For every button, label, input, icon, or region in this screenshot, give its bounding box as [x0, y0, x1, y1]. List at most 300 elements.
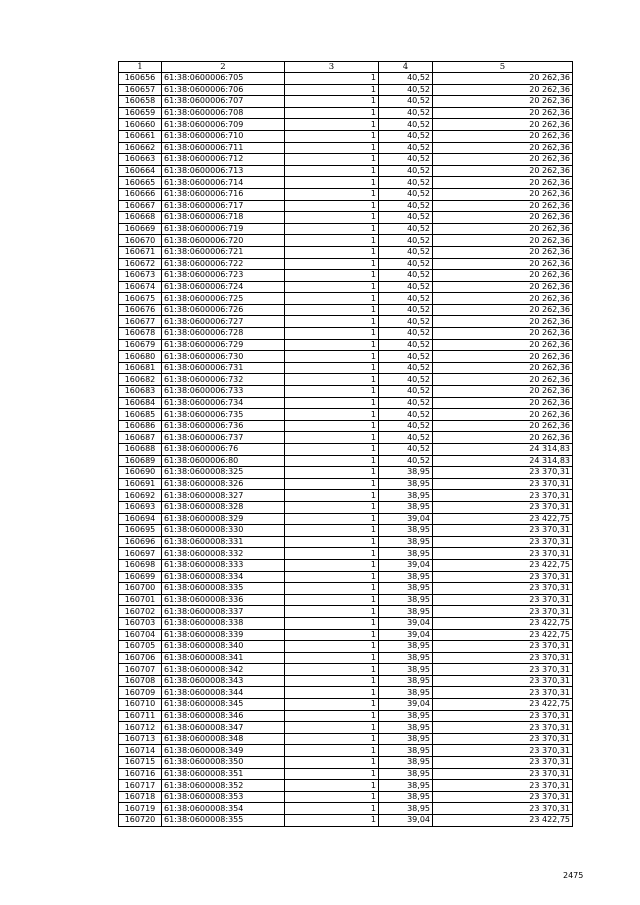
area-cell: 40,52: [379, 84, 433, 96]
area-cell: 40,52: [379, 107, 433, 119]
cadastral-number-cell: 61:38:0600006:76: [162, 444, 285, 456]
cadastral-number-cell: 61:38:0600006:734: [162, 397, 285, 409]
cadastral-number-cell: 61:38:0600006:717: [162, 200, 285, 212]
value-cell: 20 262,36: [433, 235, 573, 247]
cadastral-number-cell: 61:38:0600008:350: [162, 757, 285, 769]
count-cell: 1: [285, 84, 379, 96]
cadastral-number-cell: 61:38:0600006:713: [162, 165, 285, 177]
count-cell: 1: [285, 107, 379, 119]
row-number-cell: 160704: [119, 629, 162, 641]
cadastral-number-cell: 61:38:0600008:338: [162, 617, 285, 629]
area-cell: 38,95: [379, 710, 433, 722]
count-cell: 1: [285, 409, 379, 421]
count-cell: 1: [285, 316, 379, 328]
table-row: [119, 757, 573, 769]
cadastral-number-cell: 61:38:0600008:346: [162, 710, 285, 722]
table-row: [119, 165, 573, 177]
cadastral-number-cell: 61:38:0600008:327: [162, 490, 285, 502]
table-row: [119, 84, 573, 96]
count-cell: 1: [285, 397, 379, 409]
area-cell: 40,52: [379, 165, 433, 177]
table-row: [119, 617, 573, 629]
row-number-cell: 160694: [119, 513, 162, 525]
cadastral-number-cell: 61:38:0600006:710: [162, 130, 285, 142]
count-cell: 1: [285, 420, 379, 432]
value-cell: 20 262,36: [433, 374, 573, 386]
count-cell: 1: [285, 142, 379, 154]
value-cell: 23 422,75: [433, 513, 573, 525]
table-row: [119, 142, 573, 154]
value-cell: 20 262,36: [433, 409, 573, 421]
count-cell: 1: [285, 699, 379, 711]
table-row: [119, 304, 573, 316]
area-cell: 40,52: [379, 212, 433, 224]
count-cell: 1: [285, 664, 379, 676]
table-row: [119, 316, 573, 328]
area-cell: 40,52: [379, 281, 433, 293]
row-number-cell: 160688: [119, 444, 162, 456]
count-cell: 1: [285, 188, 379, 200]
value-cell: 23 370,31: [433, 583, 573, 595]
table-row: [119, 629, 573, 641]
cadastral-number-cell: 61:38:0600008:333: [162, 559, 285, 571]
count-cell: 1: [285, 386, 379, 398]
area-cell: 38,95: [379, 664, 433, 676]
count-cell: 1: [285, 490, 379, 502]
cadastral-number-cell: 61:38:0600008:353: [162, 791, 285, 803]
table-header: [119, 62, 573, 73]
value-cell: 23 370,31: [433, 594, 573, 606]
table-row: [119, 501, 573, 513]
count-cell: 1: [285, 594, 379, 606]
value-cell: 20 262,36: [433, 258, 573, 270]
area-cell: 38,95: [379, 757, 433, 769]
cadastral-number-cell: 61:38:0600008:344: [162, 687, 285, 699]
area-cell: 38,95: [379, 745, 433, 757]
value-cell: 20 262,36: [433, 386, 573, 398]
count-cell: 1: [285, 745, 379, 757]
count-cell: 1: [285, 281, 379, 293]
area-cell: 38,95: [379, 791, 433, 803]
area-cell: 40,52: [379, 304, 433, 316]
cadastral-number-cell: 61:38:0600008:329: [162, 513, 285, 525]
count-cell: 1: [285, 362, 379, 374]
table-row: [119, 803, 573, 815]
row-number-cell: 160691: [119, 478, 162, 490]
area-cell: 38,95: [379, 722, 433, 734]
area-cell: 40,52: [379, 119, 433, 131]
cadastral-number-cell: 61:38:0600008:332: [162, 548, 285, 560]
value-cell: 23 370,31: [433, 490, 573, 502]
column-header: 1: [119, 62, 162, 73]
row-number-cell: 160702: [119, 606, 162, 618]
row-number-cell: 160711: [119, 710, 162, 722]
table-row: [119, 745, 573, 757]
cadastral-number-cell: 61:38:0600006:737: [162, 432, 285, 444]
row-number-cell: 160657: [119, 84, 162, 96]
value-cell: 23 370,31: [433, 571, 573, 583]
cadastral-number-cell: 61:38:0600008:342: [162, 664, 285, 676]
count-cell: 1: [285, 768, 379, 780]
value-cell: 23 422,75: [433, 699, 573, 711]
count-cell: 1: [285, 571, 379, 583]
value-cell: 23 370,31: [433, 757, 573, 769]
count-cell: 1: [285, 235, 379, 247]
data-table: [118, 61, 573, 827]
row-number-cell: 160667: [119, 200, 162, 212]
count-cell: 1: [285, 815, 379, 827]
row-number-cell: 160666: [119, 188, 162, 200]
count-cell: 1: [285, 617, 379, 629]
count-cell: 1: [285, 212, 379, 224]
table-row: [119, 339, 573, 351]
cadastral-number-cell: 61:38:0600008:348: [162, 733, 285, 745]
area-cell: 39,04: [379, 559, 433, 571]
value-cell: 20 262,36: [433, 96, 573, 108]
area-cell: 40,52: [379, 154, 433, 166]
table-row: [119, 525, 573, 537]
table-row: [119, 490, 573, 502]
value-cell: 20 262,36: [433, 212, 573, 224]
row-number-cell: 160705: [119, 641, 162, 653]
column-header: 3: [285, 62, 379, 73]
table-row: [119, 73, 573, 85]
column-header: 5: [433, 62, 573, 73]
table-row: [119, 559, 573, 571]
cadastral-number-cell: 61:38:0600006:716: [162, 188, 285, 200]
area-cell: 38,95: [379, 803, 433, 815]
cadastral-number-cell: 61:38:0600008:336: [162, 594, 285, 606]
cadastral-number-cell: 61:38:0600006:733: [162, 386, 285, 398]
value-cell: 23 370,31: [433, 780, 573, 792]
row-number-cell: 160717: [119, 780, 162, 792]
area-cell: 38,95: [379, 733, 433, 745]
table-row: [119, 188, 573, 200]
value-cell: 20 262,36: [433, 351, 573, 363]
row-number-cell: 160662: [119, 142, 162, 154]
cadastral-number-cell: 61:38:0600006:724: [162, 281, 285, 293]
count-cell: 1: [285, 328, 379, 340]
value-cell: 20 262,36: [433, 119, 573, 131]
count-cell: 1: [285, 154, 379, 166]
cadastral-number-cell: 61:38:0600008:328: [162, 501, 285, 513]
value-cell: 20 262,36: [433, 223, 573, 235]
table-row: [119, 154, 573, 166]
table-row: [119, 246, 573, 258]
area-cell: 40,52: [379, 73, 433, 85]
row-number-cell: 160686: [119, 420, 162, 432]
value-cell: 20 262,36: [433, 142, 573, 154]
value-cell: 20 262,36: [433, 73, 573, 85]
value-cell: 24 314,83: [433, 455, 573, 467]
count-cell: 1: [285, 119, 379, 131]
table-row: [119, 351, 573, 363]
value-cell: 20 262,36: [433, 107, 573, 119]
area-cell: 40,52: [379, 432, 433, 444]
table-row: [119, 675, 573, 687]
cadastral-number-cell: 61:38:0600006:731: [162, 362, 285, 374]
area-cell: 40,52: [379, 409, 433, 421]
table-row: [119, 536, 573, 548]
table-row: [119, 420, 573, 432]
count-cell: 1: [285, 223, 379, 235]
table-row: [119, 107, 573, 119]
area-cell: 38,95: [379, 641, 433, 653]
table-row: [119, 733, 573, 745]
cadastral-number-cell: 61:38:0600008:335: [162, 583, 285, 595]
row-number-cell: 160672: [119, 258, 162, 270]
area-cell: 40,52: [379, 142, 433, 154]
cadastral-number-cell: 61:38:0600008:349: [162, 745, 285, 757]
table-row: [119, 710, 573, 722]
cadastral-number-cell: 61:38:0600006:726: [162, 304, 285, 316]
cadastral-number-cell: 61:38:0600006:735: [162, 409, 285, 421]
header-row: [119, 62, 573, 73]
table-row: [119, 177, 573, 189]
count-cell: 1: [285, 803, 379, 815]
cadastral-number-cell: 61:38:0600008:334: [162, 571, 285, 583]
cadastral-number-cell: 61:38:0600008:325: [162, 467, 285, 479]
table-row: [119, 223, 573, 235]
area-cell: 40,52: [379, 223, 433, 235]
area-cell: 39,04: [379, 815, 433, 827]
row-number-cell: 160671: [119, 246, 162, 258]
cadastral-number-cell: 61:38:0600008:339: [162, 629, 285, 641]
table-row: [119, 478, 573, 490]
value-cell: 20 262,36: [433, 130, 573, 142]
row-number-cell: 160713: [119, 733, 162, 745]
value-cell: 23 370,31: [433, 548, 573, 560]
table-row: [119, 641, 573, 653]
area-cell: 38,95: [379, 490, 433, 502]
value-cell: 23 370,31: [433, 467, 573, 479]
page-number: 2475: [563, 871, 584, 880]
cadastral-number-cell: 61:38:0600006:722: [162, 258, 285, 270]
area-cell: 39,04: [379, 699, 433, 711]
count-cell: 1: [285, 73, 379, 85]
count-cell: 1: [285, 200, 379, 212]
table-row: [119, 780, 573, 792]
count-cell: 1: [285, 757, 379, 769]
count-cell: 1: [285, 525, 379, 537]
row-number-cell: 160714: [119, 745, 162, 757]
value-cell: 23 370,31: [433, 664, 573, 676]
count-cell: 1: [285, 629, 379, 641]
value-cell: 20 262,36: [433, 362, 573, 374]
area-cell: 39,04: [379, 617, 433, 629]
count-cell: 1: [285, 501, 379, 513]
row-number-cell: 160684: [119, 397, 162, 409]
area-cell: 40,52: [379, 420, 433, 432]
table-row: [119, 212, 573, 224]
value-cell: 20 262,36: [433, 304, 573, 316]
cadastral-number-cell: 61:38:0600006:712: [162, 154, 285, 166]
count-cell: 1: [285, 246, 379, 258]
area-cell: 40,52: [379, 328, 433, 340]
row-number-cell: 160687: [119, 432, 162, 444]
count-cell: 1: [285, 710, 379, 722]
value-cell: 24 314,83: [433, 444, 573, 456]
row-number-cell: 160712: [119, 722, 162, 734]
count-cell: 1: [285, 130, 379, 142]
value-cell: 23 370,31: [433, 745, 573, 757]
cadastral-number-cell: 61:38:0600008:331: [162, 536, 285, 548]
value-cell: 23 370,31: [433, 652, 573, 664]
count-cell: 1: [285, 339, 379, 351]
table-row: [119, 281, 573, 293]
row-number-cell: 160698: [119, 559, 162, 571]
row-number-cell: 160700: [119, 583, 162, 595]
area-cell: 40,52: [379, 351, 433, 363]
area-cell: 38,95: [379, 768, 433, 780]
area-cell: 38,95: [379, 687, 433, 699]
value-cell: 23 422,75: [433, 815, 573, 827]
row-number-cell: 160715: [119, 757, 162, 769]
area-cell: 38,95: [379, 571, 433, 583]
area-cell: 38,95: [379, 501, 433, 513]
count-cell: 1: [285, 513, 379, 525]
count-cell: 1: [285, 791, 379, 803]
cadastral-number-cell: 61:38:0600008:354: [162, 803, 285, 815]
row-number-cell: 160664: [119, 165, 162, 177]
count-cell: 1: [285, 687, 379, 699]
value-cell: 20 262,36: [433, 177, 573, 189]
cadastral-number-cell: 61:38:0600006:729: [162, 339, 285, 351]
value-cell: 20 262,36: [433, 281, 573, 293]
count-cell: 1: [285, 177, 379, 189]
row-number-cell: 160699: [119, 571, 162, 583]
area-cell: 40,52: [379, 455, 433, 467]
area-cell: 39,04: [379, 513, 433, 525]
area-cell: 38,95: [379, 675, 433, 687]
row-number-cell: 160693: [119, 501, 162, 513]
table-row: [119, 687, 573, 699]
row-number-cell: 160710: [119, 699, 162, 711]
value-cell: 20 262,36: [433, 84, 573, 96]
cadastral-number-cell: 61:38:0600006:728: [162, 328, 285, 340]
table-row: [119, 571, 573, 583]
table-row: [119, 432, 573, 444]
table-row: [119, 513, 573, 525]
row-number-cell: 160661: [119, 130, 162, 142]
value-cell: 23 370,31: [433, 675, 573, 687]
value-cell: 23 370,31: [433, 687, 573, 699]
row-number-cell: 160707: [119, 664, 162, 676]
area-cell: 38,95: [379, 606, 433, 618]
count-cell: 1: [285, 258, 379, 270]
cadastral-number-cell: 61:38:0600006:725: [162, 293, 285, 305]
row-number-cell: 160706: [119, 652, 162, 664]
value-cell: 20 262,36: [433, 316, 573, 328]
value-cell: 23 422,75: [433, 629, 573, 641]
value-cell: 20 262,36: [433, 246, 573, 258]
row-number-cell: 160668: [119, 212, 162, 224]
value-cell: 23 370,31: [433, 641, 573, 653]
count-cell: 1: [285, 641, 379, 653]
cadastral-number-cell: 61:38:0600008:351: [162, 768, 285, 780]
value-cell: 23 370,31: [433, 768, 573, 780]
value-cell: 20 262,36: [433, 339, 573, 351]
cadastral-number-cell: 61:38:0600006:718: [162, 212, 285, 224]
table-row: [119, 444, 573, 456]
count-cell: 1: [285, 675, 379, 687]
count-cell: 1: [285, 293, 379, 305]
value-cell: 20 262,36: [433, 432, 573, 444]
cadastral-number-cell: 61:38:0600008:343: [162, 675, 285, 687]
count-cell: 1: [285, 733, 379, 745]
table-row: [119, 652, 573, 664]
row-number-cell: 160679: [119, 339, 162, 351]
table-row: [119, 270, 573, 282]
row-number-cell: 160718: [119, 791, 162, 803]
cadastral-number-cell: 61:38:0600006:730: [162, 351, 285, 363]
table-row: [119, 467, 573, 479]
row-number-cell: 160669: [119, 223, 162, 235]
table-row: [119, 328, 573, 340]
cadastral-number-cell: 61:38:0600008:345: [162, 699, 285, 711]
count-cell: 1: [285, 583, 379, 595]
cadastral-number-cell: 61:38:0600006:736: [162, 420, 285, 432]
count-cell: 1: [285, 548, 379, 560]
count-cell: 1: [285, 455, 379, 467]
count-cell: 1: [285, 270, 379, 282]
cadastral-number-cell: 61:38:0600006:708: [162, 107, 285, 119]
area-cell: 38,95: [379, 525, 433, 537]
row-number-cell: 160660: [119, 119, 162, 131]
cadastral-number-cell: 61:38:0600006:723: [162, 270, 285, 282]
table-row: [119, 606, 573, 618]
row-number-cell: 160678: [119, 328, 162, 340]
value-cell: 20 262,36: [433, 328, 573, 340]
table-row: [119, 397, 573, 409]
area-cell: 40,52: [379, 444, 433, 456]
count-cell: 1: [285, 722, 379, 734]
area-cell: 39,04: [379, 629, 433, 641]
row-number-cell: 160659: [119, 107, 162, 119]
cadastral-number-cell: 61:38:0600006:727: [162, 316, 285, 328]
row-number-cell: 160689: [119, 455, 162, 467]
value-cell: 23 370,31: [433, 710, 573, 722]
area-cell: 40,52: [379, 293, 433, 305]
area-cell: 38,95: [379, 652, 433, 664]
count-cell: 1: [285, 559, 379, 571]
count-cell: 1: [285, 374, 379, 386]
row-number-cell: 160658: [119, 96, 162, 108]
cadastral-number-cell: 61:38:0600008:337: [162, 606, 285, 618]
cadastral-number-cell: 61:38:0600006:706: [162, 84, 285, 96]
area-cell: 40,52: [379, 397, 433, 409]
column-header: 2: [162, 62, 285, 73]
area-cell: 38,95: [379, 780, 433, 792]
count-cell: 1: [285, 444, 379, 456]
cadastral-number-cell: 61:38:0600008:326: [162, 478, 285, 490]
row-number-cell: 160682: [119, 374, 162, 386]
area-cell: 40,52: [379, 386, 433, 398]
count-cell: 1: [285, 304, 379, 316]
value-cell: 23 370,31: [433, 525, 573, 537]
cadastral-number-cell: 61:38:0600006:711: [162, 142, 285, 154]
area-cell: 40,52: [379, 130, 433, 142]
value-cell: 20 262,36: [433, 165, 573, 177]
table-row: [119, 362, 573, 374]
value-cell: 20 262,36: [433, 293, 573, 305]
value-cell: 23 370,31: [433, 536, 573, 548]
count-cell: 1: [285, 652, 379, 664]
count-cell: 1: [285, 478, 379, 490]
row-number-cell: 160696: [119, 536, 162, 548]
value-cell: 20 262,36: [433, 188, 573, 200]
table-row: [119, 455, 573, 467]
